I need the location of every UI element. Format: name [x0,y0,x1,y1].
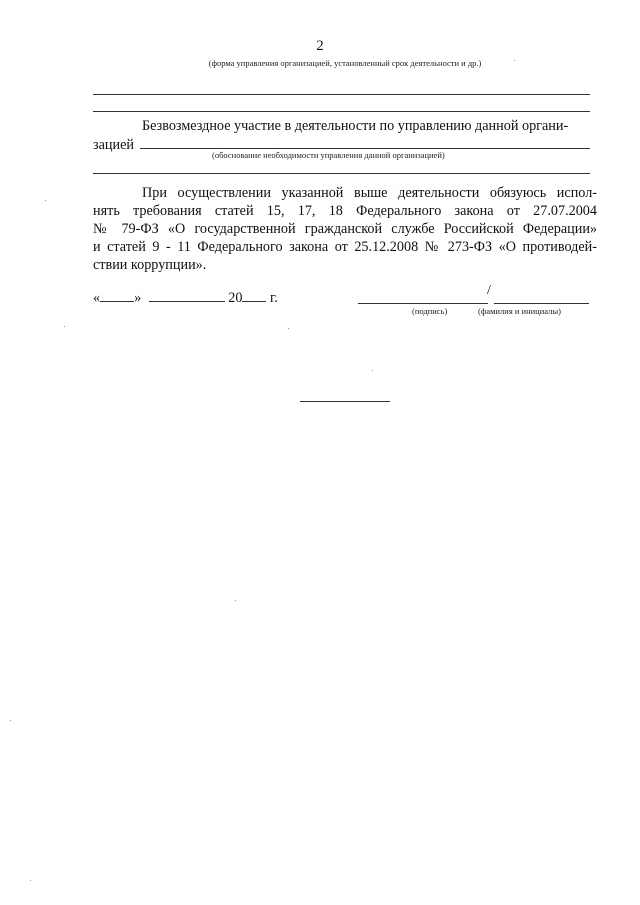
paragraph-line: При осуществлении указанной выше деятельности обязуюсь испол- [142,185,597,201]
scan-speck [64,326,65,327]
blank-line-2 [93,111,590,112]
paragraph-line: и статей 9 - 11 Федерального закона от 25.12.2008 № 273-ФЗ «О противодей- [93,239,597,255]
justification-line [140,148,590,149]
year-blank [242,301,266,302]
blank-line-3 [93,173,590,174]
name-line [494,303,589,304]
scan-speck [288,328,289,329]
month-blank [149,301,225,302]
date-close-quote: » [134,290,142,306]
participation-text: Безвозмездное участие в деятельности по управлению данной органи- [142,118,569,134]
date-field [93,290,278,307]
scan-speck [235,600,236,601]
closing-separator [300,401,390,402]
signature-line [358,303,488,304]
obligation-paragraph [93,184,597,274]
scan-speck [514,60,515,61]
year-prefix: 20 [228,290,243,306]
page-number: 2 [316,38,324,54]
name-caption: (фамилия и инициалы) [478,306,561,316]
paragraph-line: ствии коррупции». [93,257,207,273]
day-blank [100,301,134,302]
scan-speck [30,880,31,881]
blank-line-1 [93,94,590,95]
scan-speck [10,720,11,721]
signature-slash: / [487,283,491,298]
scan-speck [372,370,373,371]
paragraph-line: нять требования статей 15, 17, 18 Федерального закона от 27.07.2004 [93,203,597,219]
year-suffix: г. [270,290,278,306]
paragraph-line: № 79-ФЗ «О государственной гражданской службе Российской Федерации» [93,221,597,237]
form-caption: (форма управления организацией, установленный срок деятельности и др.) [208,58,482,68]
justification-caption: (обоснование необходимости управления данной организацией) [212,150,445,160]
date-open-quote: « [93,290,101,306]
scan-speck [45,200,46,201]
signature-caption: (подпись) [412,306,448,316]
participation-text-continued: зацией [93,137,134,153]
